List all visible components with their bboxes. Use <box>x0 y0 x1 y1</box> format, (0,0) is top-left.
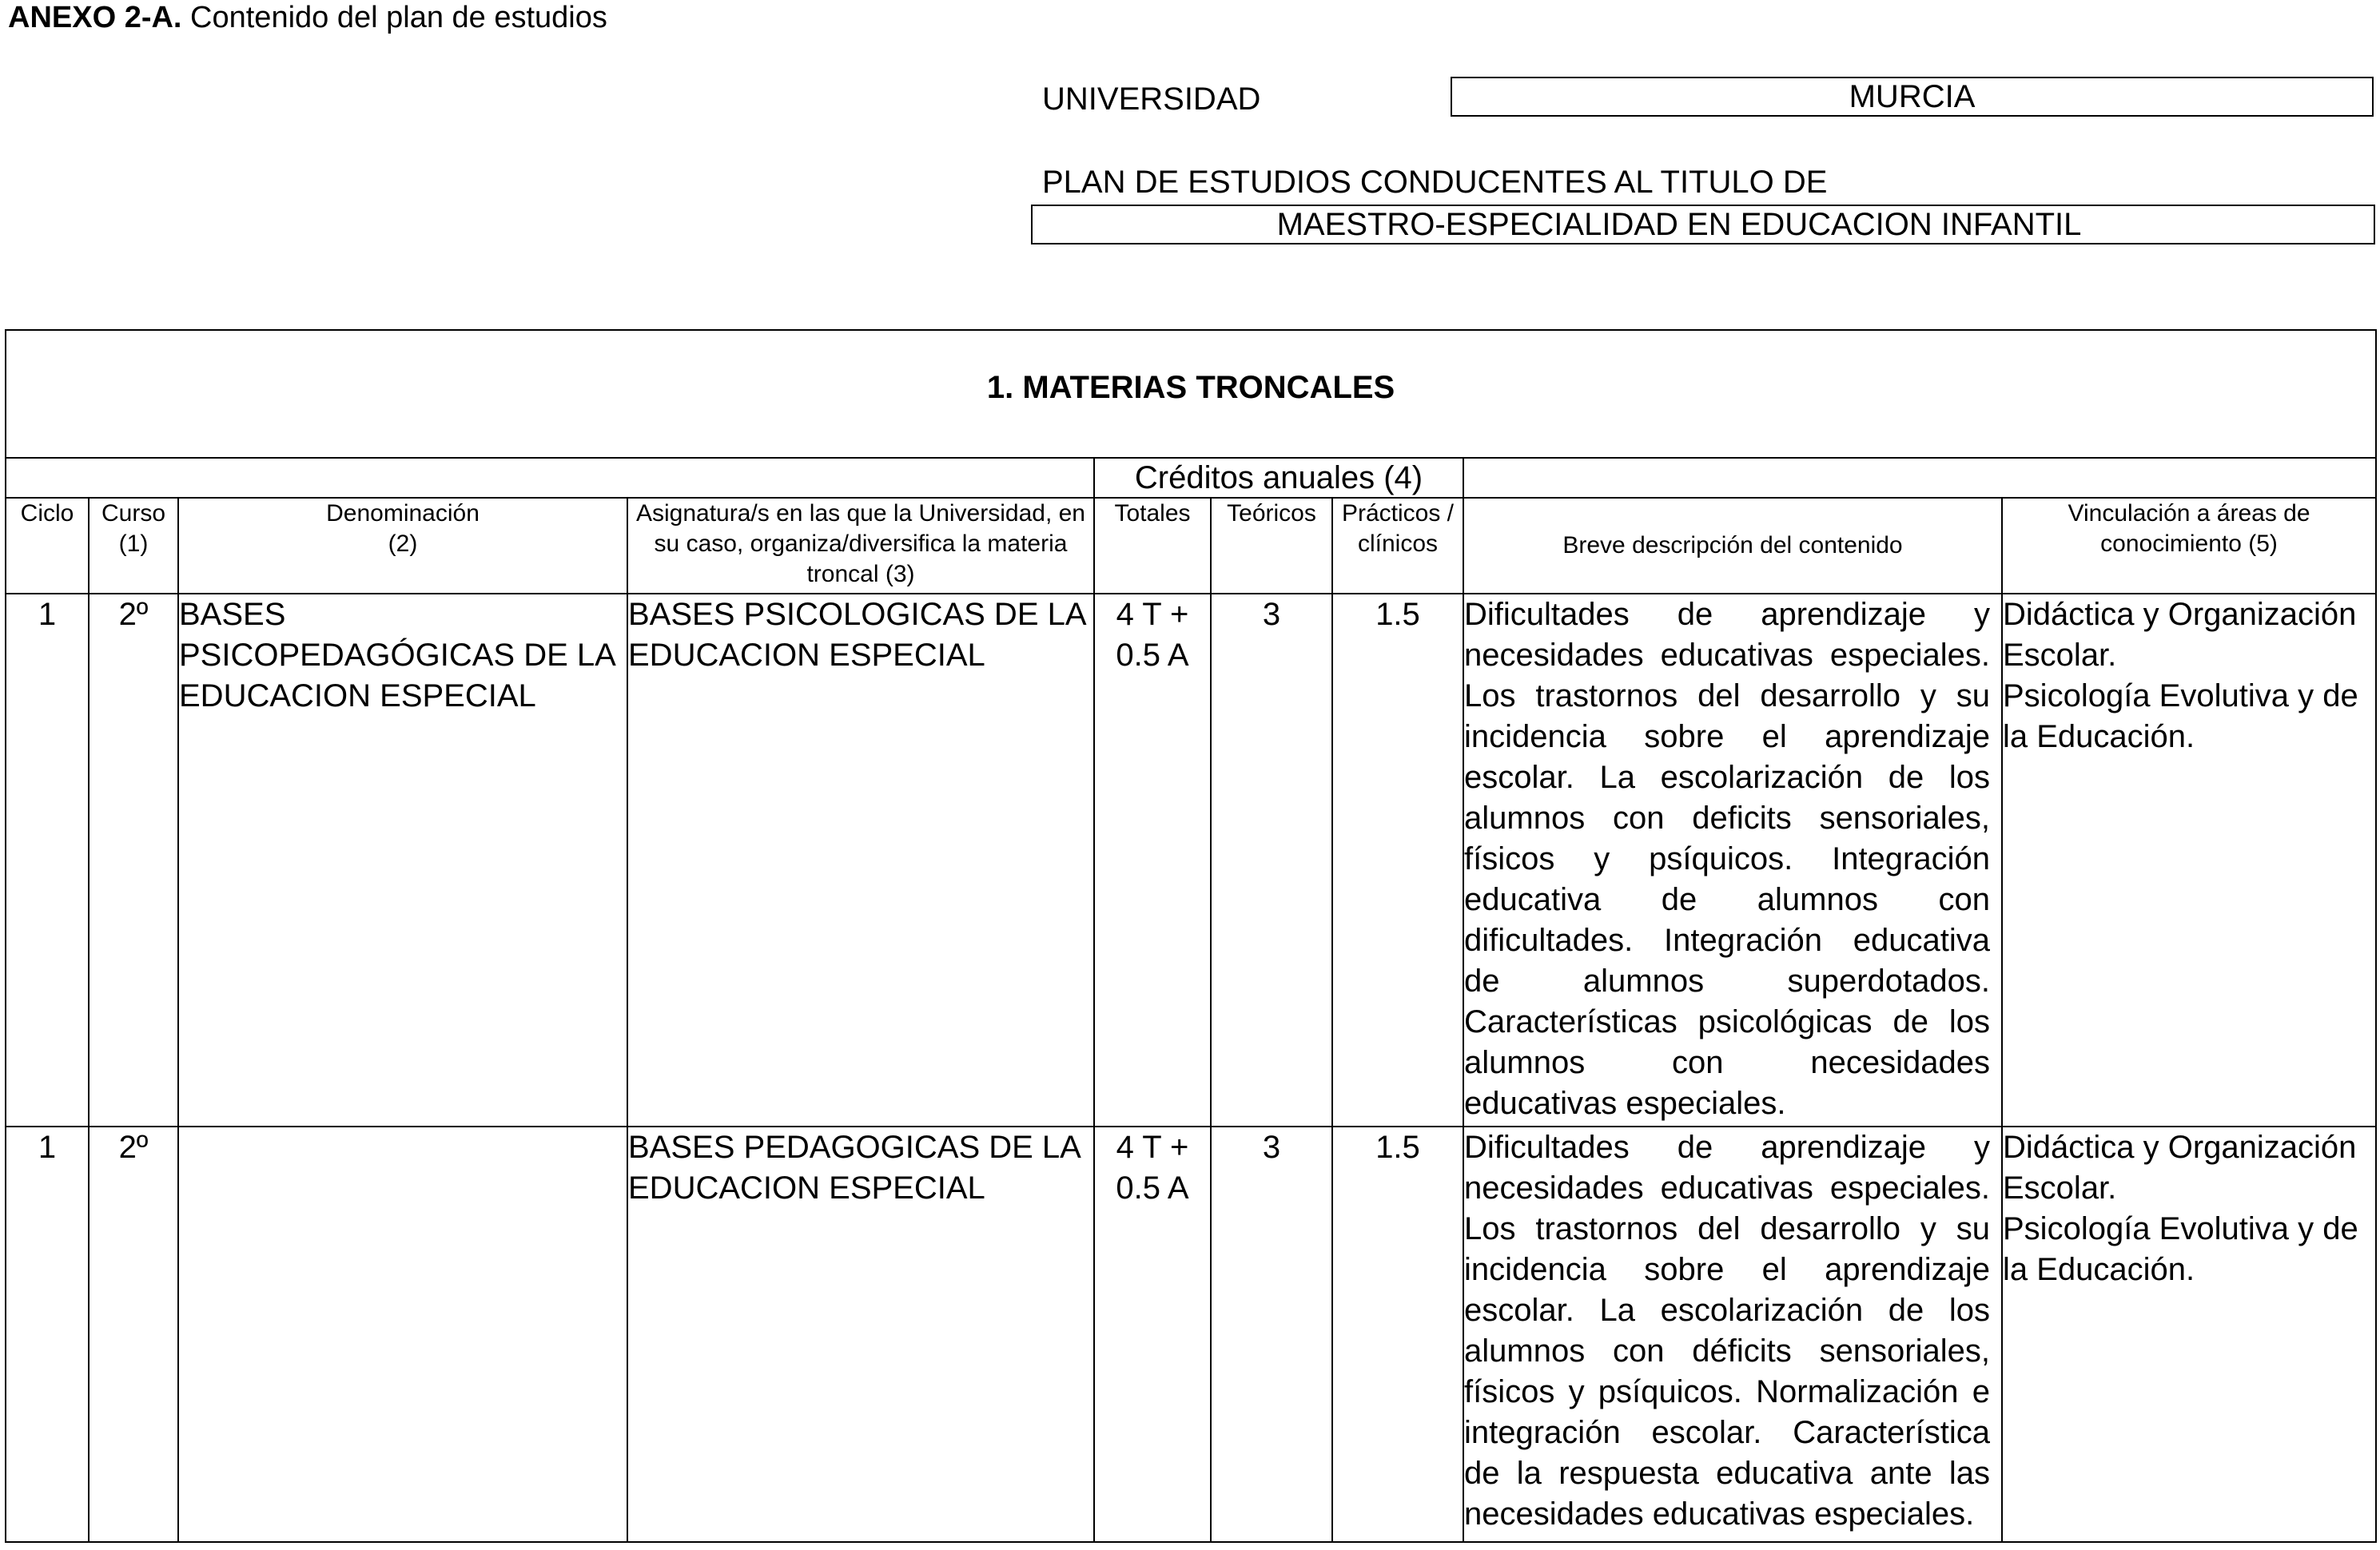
col-header-curso-note: (1) <box>118 531 149 557</box>
col-header-curso <box>89 498 178 594</box>
cell-ciclo: 1 <box>6 1127 89 1542</box>
plan-label: PLAN DE ESTUDIOS CONDUCENTES AL TITULO DE <box>1042 165 1828 200</box>
vinculacion-area-1: Didáctica y Organización Escolar. <box>2003 1130 2357 1206</box>
university-value: MURCIA <box>1849 79 1976 114</box>
table-title: 1. MATERIAS TRONCALES <box>986 369 1395 405</box>
cell-denominacion: BASES PSICOPEDAGÓGICAS DE LA EDUCACION ESPECIAL <box>178 594 627 1127</box>
plan-value: MAESTRO-ESPECIALIDAD EN EDUCACION INFANTIL <box>1276 207 2082 242</box>
cell-curso: 2º <box>89 594 178 1127</box>
cell-totales: 4 T + 0.5 A <box>1094 594 1211 1127</box>
col-header-descripcion: Breve descripción del contenido <box>1463 498 2002 594</box>
cell-descripcion: Dificultades de aprendizaje y necesidades educativas especiales. Los trastornos del desarrollo y su incidencia sobre el aprendizaje escolar. La escolarización de los alumnos con deficits sensoriales, físicos y psíquicos. Integración educativa de alumnos con dificultades. Integración educativa de alumnos superdotados. Características psicológicas de los alumnos con necesidades educativas especiales. <box>1463 594 2002 1127</box>
materias-troncales-table <box>5 329 2377 1543</box>
col-header-asignatura: Asignatura/s en las que la Universidad, en su caso, organiza/diversifica la materia troncal (3) <box>627 498 1094 594</box>
annex-label: ANEXO 2-A. <box>8 1 182 34</box>
cell-asignatura: BASES PSICOLOGICAS DE LA EDUCACION ESPECIAL <box>627 594 1094 1127</box>
cell-teoricos: 3 <box>1211 1127 1332 1542</box>
col-header-curso-label: Curso <box>101 500 166 527</box>
university-value-box <box>1451 77 2374 117</box>
university-label: UNIVERSIDAD <box>1042 81 1261 117</box>
cell-vinculacion <box>2002 1127 2376 1542</box>
cell-asignatura: BASES PEDAGOGICAS DE LA EDUCACION ESPECIAL <box>627 1127 1094 1542</box>
cell-descripcion: Dificultades de aprendizaje y necesidades educativas especiales. Los trastornos del desarrollo y su incidencia sobre el aprendizaje escolar. La escolarización de los alumnos con déficits sensoriales, físicos y psíquicos. Normalización e integración escolar. Característica de la respuesta educativa ante las necesidades educativas especiales. <box>1463 1127 2002 1542</box>
plan-value-box <box>1031 205 2375 244</box>
col-header-denominacion <box>178 498 627 594</box>
col-header-denominacion-note: (2) <box>388 531 418 557</box>
cell-vinculacion <box>2002 594 2376 1127</box>
table-row <box>6 1127 2376 1542</box>
col-header-denominacion-label: Denominación <box>326 500 480 527</box>
col-header-teoricos: Teóricos <box>1211 498 1332 594</box>
col-header-practicos: Prácticos / clínicos <box>1332 498 1463 594</box>
cell-ciclo: 1 <box>6 594 89 1127</box>
col-header-vinculacion: Vinculación a áreas de conocimiento (5) <box>2002 498 2376 594</box>
credits-spacer-left <box>6 458 1094 498</box>
annex-heading <box>8 0 607 35</box>
annex-title: Contenido del plan de estudios <box>181 1 607 34</box>
cell-totales: 4 T + 0.5 A <box>1094 1127 1211 1542</box>
credits-spacer-right <box>1463 458 2376 498</box>
credits-header: Créditos anuales (4) <box>1094 458 1463 498</box>
cell-denominacion <box>178 1127 627 1542</box>
credits-header-row <box>6 458 2376 498</box>
table-title-cell <box>6 330 2376 458</box>
cell-practicos: 1.5 <box>1332 594 1463 1127</box>
vinculacion-area-2: Psicología Evolutiva y de la Educación. <box>2003 678 2358 754</box>
column-header-row <box>6 498 2376 594</box>
col-header-ciclo: Ciclo <box>6 498 89 594</box>
cell-teoricos: 3 <box>1211 594 1332 1127</box>
cell-curso: 2º <box>89 1127 178 1542</box>
cell-practicos: 1.5 <box>1332 1127 1463 1542</box>
vinculacion-area-2: Psicología Evolutiva y de la Educación. <box>2003 1211 2358 1287</box>
table-title-row <box>6 330 2376 458</box>
vinculacion-area-1: Didáctica y Organización Escolar. <box>2003 597 2357 673</box>
table-row <box>6 594 2376 1127</box>
col-header-totales: Totales <box>1094 498 1211 594</box>
